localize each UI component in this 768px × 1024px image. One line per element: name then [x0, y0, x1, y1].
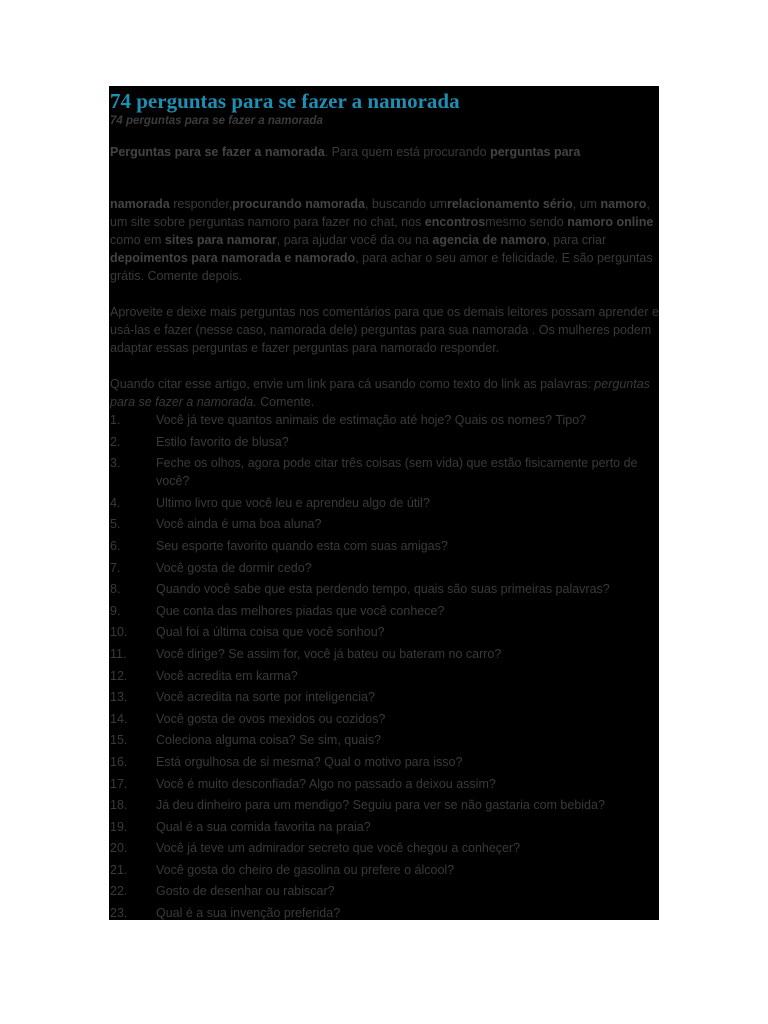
- question-number: 14.: [110, 711, 128, 726]
- question-text: Você gosta de dormir cedo?: [156, 560, 312, 575]
- text-run: mesmo sendo: [485, 215, 568, 229]
- question-text: Qual é a sua invenção preferida?: [156, 906, 341, 920]
- text-run: como em: [110, 233, 165, 247]
- list-item: [109, 537, 659, 555]
- text-run: , para ajudar você da ou na: [276, 233, 433, 247]
- intro-paragraph-3: Aproveite e deixe mais perguntas nos comentários para que os demais leitores possam aprender e usá-las e fazer (nesse caso, namorada dele) perguntas para sua namorada . Os mulheres podem adaptar essas perguntas e fazer perguntas para namorado responder.: [110, 305, 659, 355]
- question-number: 3.: [110, 456, 121, 471]
- list-item: [109, 494, 659, 512]
- text-run: , para criar: [546, 233, 607, 247]
- question-text: Feche os olhos, agora pode citar três coisas (sem vida) que estão fisicamente perto de você?: [156, 456, 638, 489]
- list-item: [109, 796, 659, 814]
- document-page: [109, 86, 659, 920]
- question-text: Quando você sabe que esta perdendo tempo, quais são suas primeiras palavras?: [156, 582, 610, 597]
- bold-phrase: depoimentos para namorada e namorado: [110, 251, 356, 265]
- text-run: . Para quem está procurando: [324, 145, 491, 159]
- question-text: Estilo favorito de blusa?: [156, 434, 289, 449]
- text-run: , um site sobre perguntas namoro para fazer no chat, nos: [110, 197, 650, 229]
- question-number: 11.: [110, 646, 127, 661]
- question-number: 8.: [110, 582, 121, 597]
- bold-phrase: encontros: [424, 215, 486, 229]
- question-text: Seu esporte favorito quando esta com suas amigas?: [156, 538, 448, 553]
- bold-phrase: Perguntas para se fazer a namorada: [110, 145, 325, 159]
- text-run: , buscando um: [364, 197, 447, 211]
- text-run: , para achar o seu amor e felicidade. E são perguntas grátis. Comente depois.: [110, 251, 653, 283]
- question-text: Você acredita na sorte por inteligencia?: [156, 690, 375, 705]
- question-number: 21.: [110, 862, 128, 877]
- list-item: [109, 667, 659, 685]
- list-item: [109, 411, 659, 429]
- bold-phrase: namorada: [110, 197, 170, 211]
- question-text: Você dirige? Se assim for, você já bateu ou bateram no carro?: [156, 646, 502, 661]
- question-number: 17.: [110, 776, 128, 791]
- page-title: 74 perguntas para se fazer a namorada: [110, 89, 460, 113]
- bold-phrase: namoro: [600, 197, 647, 211]
- question-list: [109, 411, 659, 920]
- question-number: 16.: [110, 754, 128, 769]
- question-text: Que conta das melhores piadas que você conhece?: [156, 603, 445, 618]
- intro-paragraph-2: [109, 195, 659, 285]
- bold-phrase: procurando namorada: [232, 197, 365, 211]
- intro-paragraph-4: [109, 375, 659, 411]
- question-number: 18.: [110, 798, 128, 813]
- bold-phrase: perguntas para: [490, 145, 581, 159]
- list-item: [109, 882, 659, 900]
- question-text: Coleciona alguma coisa? Se sim, quais?: [156, 733, 382, 748]
- question-text: Você gosta do cheiro de gasolina ou prefere o álcool?: [156, 862, 455, 877]
- question-number: 2.: [110, 434, 121, 449]
- question-text: Você acredita em karma?: [156, 668, 298, 683]
- list-item: [109, 602, 659, 620]
- question-number: 9.: [110, 603, 121, 618]
- question-number: 6.: [110, 538, 121, 553]
- list-item: [109, 688, 659, 706]
- bold-phrase: agencia de namoro: [432, 233, 547, 247]
- question-text: Você já teve quantos animais de estimação até hoje? Quais os nomes? Tipo?: [156, 413, 587, 427]
- question-text: Qual foi a última coisa que você sonhou?: [156, 625, 385, 640]
- question-text: Ultimo livro que você leu e aprendeu algo de útil?: [156, 495, 430, 510]
- question-number: 1.: [110, 413, 121, 427]
- question-text: Qual é a sua comida favorita na praia?: [156, 819, 371, 834]
- list-item: [109, 731, 659, 749]
- list-item: [109, 904, 659, 920]
- list-item: [109, 839, 659, 857]
- intro-paragraph-1: [109, 143, 659, 161]
- text-run: responder,: [169, 197, 233, 211]
- list-item: [109, 753, 659, 771]
- bold-phrase: namoro online: [567, 215, 654, 229]
- question-text: Você gosta de ovos mexidos ou cozidos?: [156, 711, 386, 726]
- text-run: Quando citar esse artigo, envie um link para cá usando como texto do link as palavras:: [110, 377, 595, 391]
- page-subtitle: 74 perguntas para se fazer a namorada: [110, 115, 323, 127]
- text-run: Comente.: [256, 395, 315, 409]
- text-run: , um: [572, 197, 601, 211]
- question-text: Você ainda é uma boa aluna?: [156, 517, 322, 532]
- list-item: [109, 559, 659, 577]
- question-number: 7.: [110, 560, 121, 575]
- question-number: 19.: [110, 819, 128, 834]
- question-number: 5.: [110, 517, 121, 532]
- list-item: [109, 580, 659, 598]
- question-number: 23.: [110, 906, 128, 920]
- list-item: [109, 775, 659, 793]
- list-item: [109, 433, 659, 451]
- question-text: Você é muito desconfiada? Algo no passado a deixou assim?: [156, 776, 496, 791]
- question-text: Gosto de desenhar ou rabiscar?: [156, 884, 335, 899]
- italic-phrase: perguntas para se fazer a namorada.: [110, 377, 650, 409]
- list-item: [109, 515, 659, 533]
- question-text: Você já teve um admirador secreto que você chegou a conheçer?: [156, 841, 521, 856]
- list-item: [109, 710, 659, 728]
- list-item: [109, 818, 659, 836]
- question-number: 20.: [110, 841, 128, 856]
- question-number: 12.: [110, 668, 128, 683]
- question-number: 15.: [110, 733, 128, 748]
- question-number: 4.: [110, 495, 121, 510]
- list-item: [109, 454, 659, 490]
- question-number: 22.: [110, 884, 128, 899]
- question-text: Está orgulhosa de si mesma? Qual o motivo para isso?: [156, 754, 463, 769]
- question-number: 10.: [110, 625, 128, 640]
- list-item: [109, 861, 659, 879]
- list-item: [109, 645, 659, 663]
- list-item: [109, 623, 659, 641]
- question-number: 13.: [110, 690, 128, 705]
- bold-phrase: relacionamento sério: [446, 197, 573, 211]
- bold-phrase: sites para namorar: [164, 233, 277, 247]
- question-text: Já deu dinheiro para um mendigo? Seguiu para ver se não gastaria com bebida?: [156, 798, 605, 813]
